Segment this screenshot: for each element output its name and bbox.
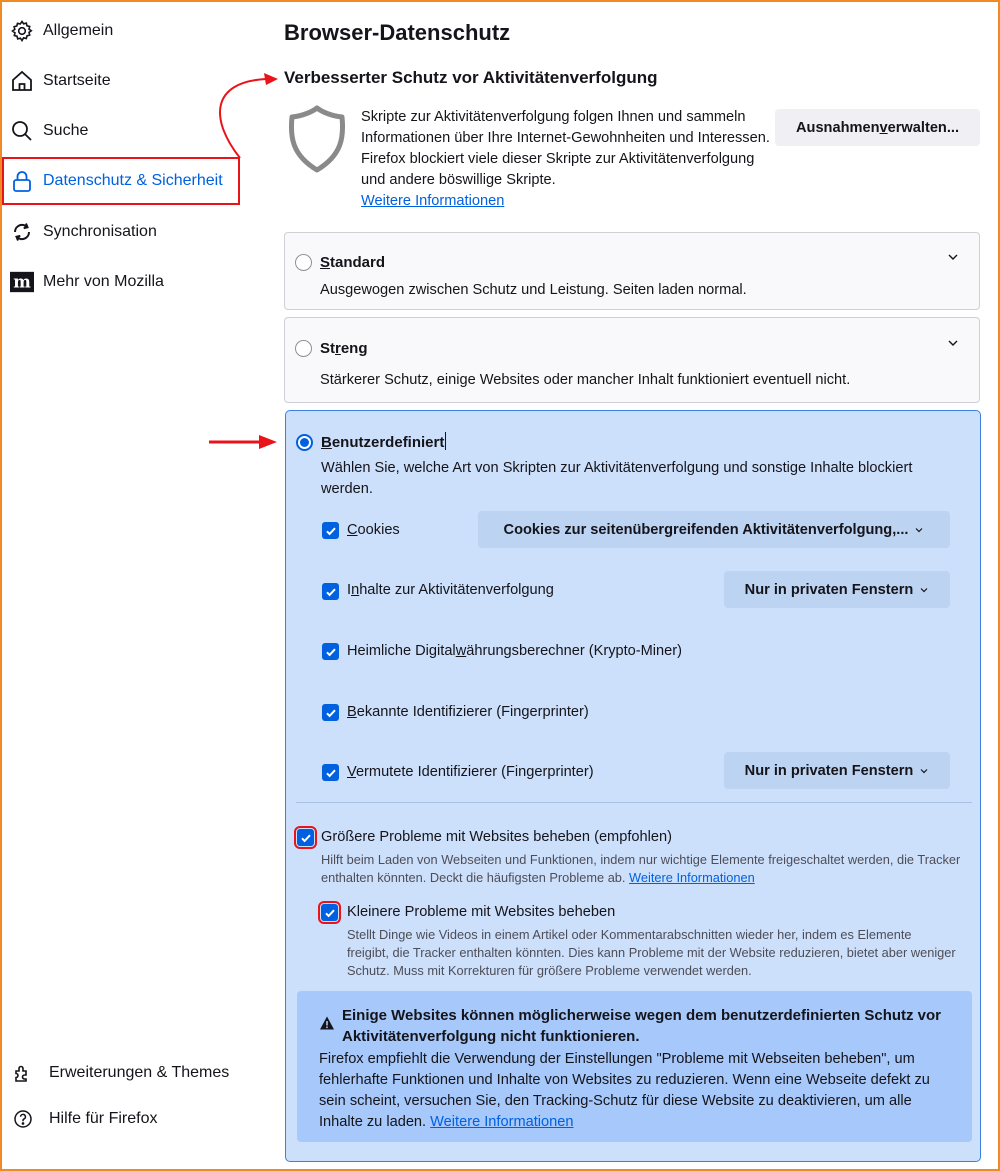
suspected-fingerprinters-checkbox[interactable] <box>322 764 339 781</box>
checkmark-icon <box>325 646 337 658</box>
sync-icon <box>10 220 34 244</box>
checkmark-icon <box>325 586 337 598</box>
warning-body: Firefox empfiehlt die Verwendung der Einstellungen "Probleme mit Webseiten beheben", um fehlerhafte Funktionen und Inhalte von Websites zu reduzieren. Wenn eine Webseite defekt zu sein scheint, versuchen Sie, den Tracking-Schutz für diese Website zu deaktivieren, um alle Inhalte zu laden. Weitere Informationen <box>319 1051 930 1130</box>
cryptominers-checkbox[interactable] <box>322 643 339 660</box>
suspected-fingerprinters-select[interactable] <box>724 752 950 789</box>
shield-icon <box>284 103 350 175</box>
sidebar-item-mehr-von-mozilla[interactable] <box>2 259 240 305</box>
checkmark-icon <box>300 832 312 844</box>
fix-major-issues-checkbox[interactable] <box>297 829 314 846</box>
sidebar-item-erweiterungen[interactable] <box>2 1053 229 1093</box>
tracking-content-label: Inhalte zur Aktivitätenverfolgung <box>347 582 554 598</box>
gear-icon <box>10 19 34 43</box>
strict-radio[interactable] <box>295 340 312 357</box>
option-strict-card[interactable] <box>284 317 980 403</box>
known-fingerprinters-label: Bekannte Identifizierer (Fingerprinter) <box>347 704 589 720</box>
divider <box>296 802 972 803</box>
checkmark-icon <box>325 525 337 537</box>
home-icon <box>10 69 34 93</box>
chevron-down-icon <box>919 766 929 776</box>
option-custom-panel <box>285 410 981 1162</box>
option-strict-desc: Stärkerer Schutz, einige Websites oder mancher Inhalt funktioniert eventuell nicht. <box>320 372 851 388</box>
cookies-select[interactable] <box>478 511 950 548</box>
sidebar-item-label: Synchronisation <box>43 223 157 240</box>
puzzle-icon <box>12 1062 34 1084</box>
sidebar-item-label: Mehr von Mozilla <box>43 273 164 290</box>
warning-icon <box>319 1015 335 1031</box>
chevron-down-icon[interactable] <box>947 251 959 263</box>
warning-title: Einige Websites können möglicherweise wegen dem benutzerdefinierten Schutz vor Aktivitätenverfolgung nicht funktionieren. <box>342 1007 942 1045</box>
sidebar-item-label: Hilfe für Firefox <box>49 1110 158 1127</box>
warning-box <box>297 991 972 1142</box>
button-label-part: Ausnahmen <box>795 119 880 136</box>
chevron-down-icon <box>914 525 924 535</box>
warning-learn-more-link[interactable]: Weitere Informationen <box>430 1114 574 1130</box>
sidebar-item-label: Allgemein <box>43 22 114 39</box>
help-icon <box>12 1108 34 1130</box>
sidebar-item-label: Startseite <box>43 72 111 89</box>
checkmark-icon <box>325 767 337 779</box>
fix-major-learn-more-link[interactable]: Weitere Informationen <box>629 870 755 885</box>
sidebar <box>0 0 245 1171</box>
sidebar-item-hilfe[interactable] <box>2 1099 157 1139</box>
checkmark-icon <box>324 907 336 919</box>
tracking-content-select[interactable] <box>724 571 950 608</box>
lock-icon <box>10 169 34 193</box>
custom-radio[interactable] <box>296 434 313 451</box>
option-standard-title: Standard <box>320 254 386 271</box>
cookies-label: Cookies <box>347 522 400 538</box>
option-strict-title: Streng <box>320 340 368 357</box>
standard-radio[interactable] <box>295 254 312 271</box>
option-standard-desc: Ausgewogen zwischen Schutz und Leistung. Seiten laden normal. <box>320 282 747 298</box>
text-caret <box>445 432 446 450</box>
fix-major-issues-label: Größere Probleme mit Websites beheben (empfohlen) <box>321 829 672 845</box>
sidebar-item-datenschutz[interactable] <box>2 157 240 205</box>
suspected-fingerprinters-label: Vermutete Identifizierer (Fingerprinter) <box>347 764 594 780</box>
known-fingerprinters-checkbox[interactable] <box>322 704 339 721</box>
chevron-down-icon <box>919 585 929 595</box>
fix-minor-issues-desc: Stellt Dinge wie Videos in einem Artikel oder Kommentarabschnitten wieder her, indem es Elemente freigibt, die Tracker enthalten könnten. Dies kann Probleme mit der Website reduzieren, bietet aber weniger Schutz. Muss mit Korrekturen für größere Probleme verwendet werden. <box>347 927 956 978</box>
sidebar-item-label: Suche <box>43 122 89 139</box>
accesskey: v <box>879 119 888 136</box>
tracking-content-checkbox[interactable] <box>322 583 339 600</box>
checkmark-icon <box>325 707 337 719</box>
option-custom-desc: Wählen Sie, welche Art von Skripten zur Aktivitätenverfolgung und sonstige Inhalte blockiert werden. <box>321 460 913 497</box>
intro-text: Skripte zur Aktivitätenverfolgung folgen Ihnen und sammeln Informationen über Ihre Internet-Gewohnheiten und Interessen. Firefox blockiert viele dieser Skripte zur Aktivitätenverfolgung und andere böswillige Skripte. <box>361 109 770 188</box>
select-value: Nur in privaten Fenstern <box>744 762 914 779</box>
section-title: Verbesserter Schutz vor Aktivitätenverfolgung <box>284 68 658 87</box>
sidebar-item-synchronisation[interactable] <box>2 209 240 255</box>
sidebar-item-startseite[interactable] <box>2 58 240 104</box>
option-standard-card[interactable] <box>284 232 980 310</box>
select-value: Cookies zur seitenübergreifenden Aktivitätenverfolgung,... <box>503 521 909 538</box>
chevron-down-icon[interactable] <box>947 337 959 349</box>
svg-text:m: m <box>13 271 31 292</box>
cookies-checkbox[interactable] <box>322 522 339 539</box>
manage-exceptions-button[interactable] <box>775 109 980 146</box>
option-custom-title: Benutzerdefiniert <box>321 434 445 451</box>
sidebar-item-label: Erweiterungen & Themes <box>49 1064 230 1081</box>
cryptominers-label: Heimliche Digitalwährungsberechner (Krypto-Miner) <box>347 643 682 659</box>
learn-more-link[interactable]: Weitere Informationen <box>361 193 505 209</box>
sidebar-item-label: Datenschutz & Sicherheit <box>43 172 223 189</box>
sidebar-item-allgemein[interactable] <box>2 8 240 54</box>
sidebar-item-suche[interactable] <box>2 108 240 154</box>
page-title: Browser-Datenschutz <box>284 20 511 45</box>
select-value: Nur in privaten Fenstern <box>744 581 914 598</box>
fix-major-issues-desc: Hilft beim Laden von Webseiten und Funktionen, indem nur wichtige Elemente freigeschaltet werden, die Tracker enthalten könnten. Deckt die häufigsten Probleme ab. Weitere Informationen <box>321 852 961 885</box>
fix-minor-issues-checkbox[interactable] <box>321 904 338 921</box>
button-label-part: erwalten... <box>887 119 960 136</box>
intro-text-block <box>361 107 771 212</box>
mozilla-icon <box>10 270 34 294</box>
search-icon <box>10 119 34 143</box>
fix-minor-issues-label: Kleinere Probleme mit Websites beheben <box>347 904 616 920</box>
